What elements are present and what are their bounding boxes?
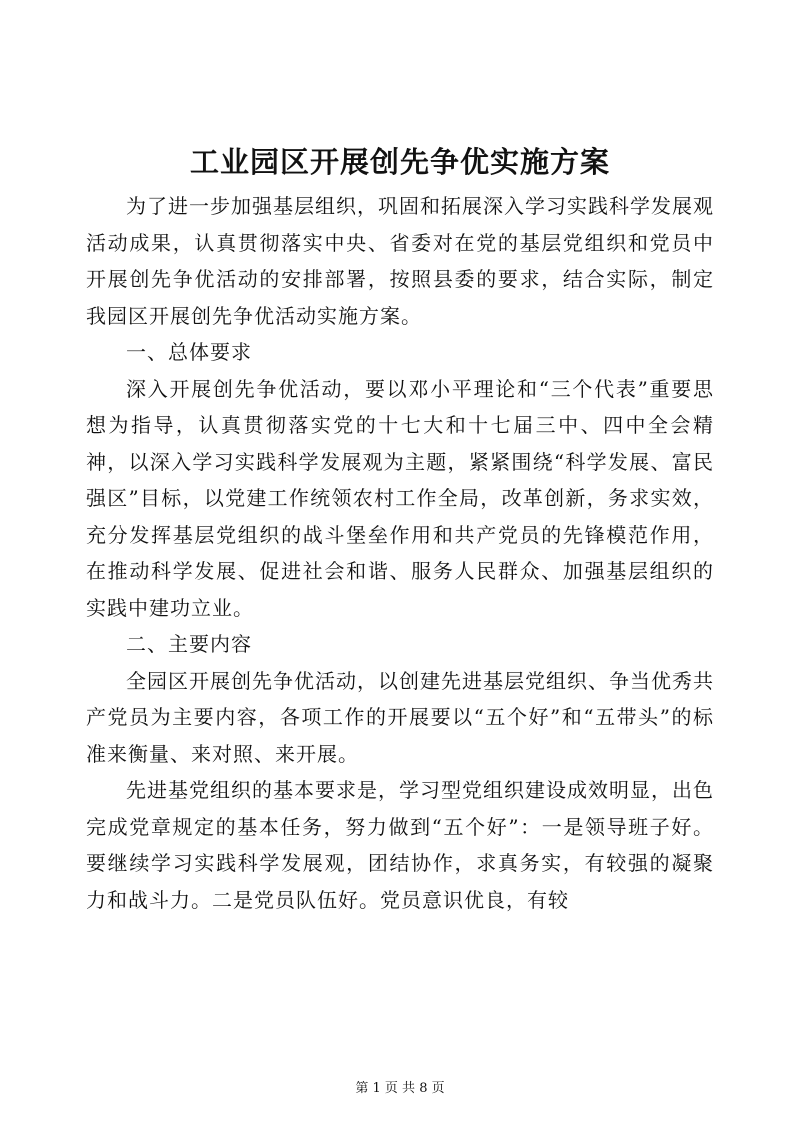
document-body xyxy=(86,188,714,918)
document-title: 工业园区开展创先争优实施方案 xyxy=(189,145,610,179)
main-content-paragraph: 全园区开展创先争优活动，以创建先进基层党组织、争当优秀共产党员为主要内容，各项工作的开展要以“五个好”和“五带头”的标准来衡量、来对照、来开展。 xyxy=(86,668,714,766)
page-number-footer: 第 1 页 共 8 页 xyxy=(355,1081,445,1096)
basic-requirements-paragraph: 先进基党组织的基本要求是，学习型党组织建设成效明显，出色完成党章规定的基本任务，努力做到“五个好”：一是领导班子好。要继续学习实践科学发展观，团结协作，求真务实，有较强的凝聚力和战斗力。二是党员队伍好。党员意识优良，有较 xyxy=(86,778,714,912)
intro-paragraph: 为了进一步加强基层组织，巩固和拓展深入学习实践科学发展观活动成果，认真贯彻落实中央、省委对在党的基层党组织和党员中开展创先争优活动的安排部署，按照县委的要求，结合实际，制定我园区开展创先争优活动实施方案。 xyxy=(86,194,714,328)
general-requirements-paragraph: 深入开展创先争优活动，要以邓小平理论和“三个代表”重要思想为指导，认真贯彻落实党的十七大和十七届三中、四中全会精神，以深入学习实践科学发展观为主题，紧紧围绕“科学发展、富民强区”目标，以党建工作统领农村工作全局，改革创新，务求实效，充分发挥基层党组织的战斗堡垒作用和共产党员的先锋模范作用，在推动科学发展、促进社会和谐、服务人民群众、加强基层组织的实践中建功立业。 xyxy=(86,376,714,620)
section-heading-general-requirements: 一、总体要求 xyxy=(126,340,252,364)
section-heading-main-content: 二、主要内容 xyxy=(126,632,252,656)
